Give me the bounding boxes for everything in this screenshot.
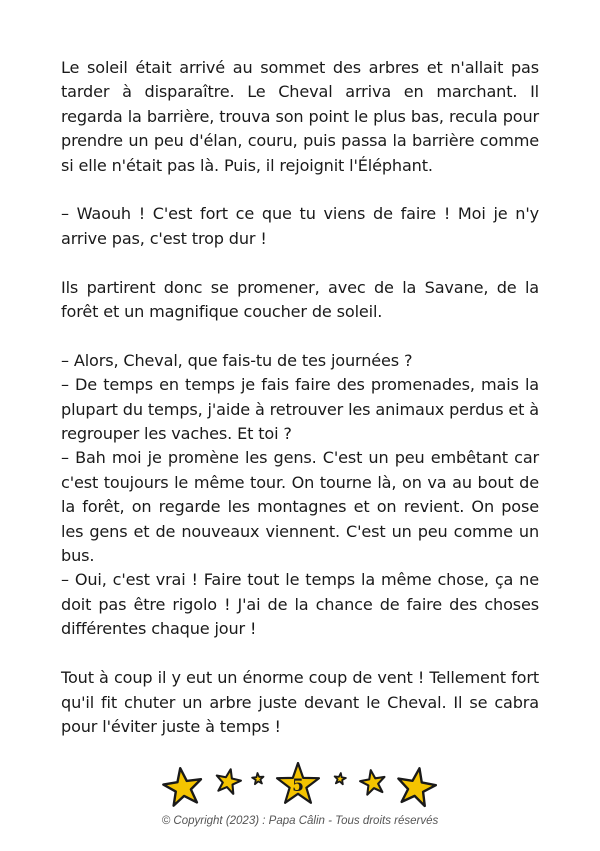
paragraph-promenade: Ils partirent donc se promener, avec de la Savane, de la forêt et un magnifique coucher de soleil. <box>61 277 539 322</box>
dialogue-elephant-waouh: – Waouh ! C'est fort ce que tu viens de faire ! Moi je n'y arrive pas, c'est trop dur ! <box>61 204 539 248</box>
dialogue-cheval-answer: – Oui, c'est vrai ! Faire tout le temps la même chose, ça ne doit pas être rigolo ! J'ai de la chance de faire des choses différentes chaque jour ! <box>61 570 539 639</box>
story-text <box>61 56 539 764</box>
star-icon <box>161 766 204 807</box>
dialogue-question: – Alors, Cheval, que fais-tu de tes journées ? <box>61 350 413 370</box>
paragraph-wind: Tout à coup il y eut un énorme coup de vent ! Tellement fort qu'il fit chuter un arbre juste devant le Cheval. Il se cabra pour l'éviter juste à temps ! <box>61 668 539 736</box>
page-number-star-decoration <box>0 762 600 812</box>
star-icon <box>394 765 438 807</box>
star-icon <box>334 772 347 784</box>
dialogue-elephant-reply: – Bah moi je promène les gens. C'est un peu embêtant car c'est toujours le même tour. On tourne là, on va au bout de la forêt, on regarde les montagnes et on revient. On pose les gens et de nouveaux viennent. C'est un peu comme un bus. <box>61 448 539 566</box>
dialogue-cheval-reply: – De temps en temps je fais faire des promenades, mais la plupart du temps, j'aide à retrouver les animaux perdus et à regrouper les vaches. Et toi ? <box>61 375 539 444</box>
copyright-notice: © Copyright (2023) : Papa Câlin - Tous droits réservés <box>161 815 439 827</box>
star-icon <box>359 768 387 795</box>
star-icon <box>214 767 243 795</box>
stars-svg <box>0 762 600 812</box>
page-number: 5 <box>292 776 304 796</box>
star-icon <box>252 773 264 785</box>
paragraph-intro: Le soleil était arrivé au sommet des arbres et n'allait pas tarder à disparaître. Le Cheval arriva en marchant. Il regarda la barrière, trouva son point le plus bas, recula pour prendre un peu d'élan, couru, puis passa la barrière comme si elle n'était pas là. Puis, il rejoignit l'Éléphant. <box>61 58 539 175</box>
